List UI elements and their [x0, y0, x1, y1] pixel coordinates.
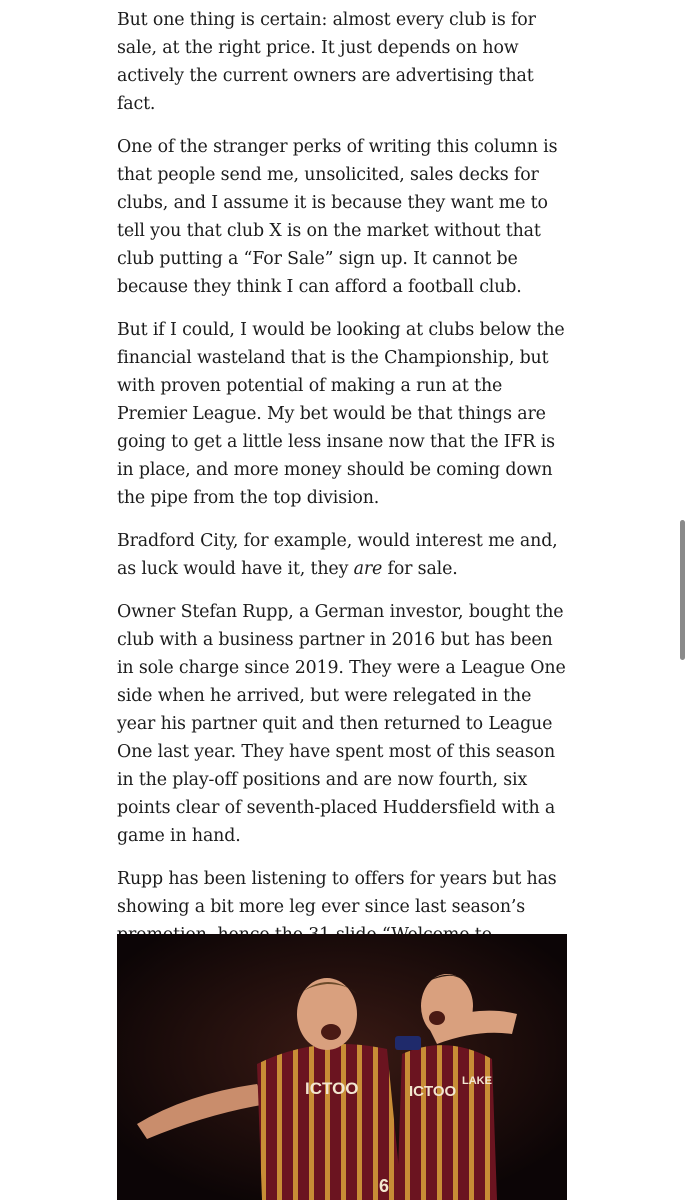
photo-celebrating-players [117, 934, 567, 1200]
paragraph-bradford-city-end: for sale. [382, 559, 458, 579]
right-player-shirt [397, 1045, 497, 1200]
paragraph-championship: But if I could, I would be looking at clubs below the financial wasteland that is the Championship, but with proven potential of making a run at the Premier League. My bet would be that things are going to get a little less insane now that the IFR is in place, and more money should be coming down the pipe from the top division. [117, 320, 565, 508]
article-body [117, 6, 569, 1020]
paragraph-bradford-city-text: Bradford City, for example, would interest me and, as luck would have it, they [117, 531, 558, 579]
captain-armband [395, 1036, 421, 1050]
paragraph-rupp-offers: Rupp has been listening to offers for years but has showing a bit more leg ever since last season’s [117, 869, 557, 917]
shorts-number: 6 [379, 1176, 390, 1196]
paragraph-sales-decks: One of the stranger perks of writing this column is that people send me, unsolicited, sales decks for clubs, and I assume it is because they want me to tell you that club X is on the market without that club putting a “For Sale” sign up. It cannot be because they think I can afford a football club. [117, 137, 558, 297]
paragraph-owner-stefan-rupp: Owner Stefan Rupp, a German investor, bought the club with a business partner in 2016 but has been in sole charge since 2019. They were a League One side when he arrived, but were relegated in the year his partner quit and then returned to League One last year. They have spent most of this season in the play-off positions and are now fourth, six points clear of seventh-placed Huddersfield with a game in hand. [117, 602, 566, 846]
right-shirt-sponsor: ICTOO [409, 1083, 457, 1100]
paragraph-bradford-city [117, 527, 569, 583]
right-player-head [421, 974, 473, 1038]
emphasis-are: are [353, 559, 383, 579]
scrollbar-thumb[interactable] [680, 520, 685, 660]
page-scrollbar[interactable] [678, 0, 686, 1200]
left-shirt-sponsor: ICTOO [305, 1079, 359, 1098]
article-photo [117, 934, 567, 1200]
sleeve-sponsor: LAKE [462, 1075, 492, 1087]
paragraph-club-for-sale: But one thing is certain: almost every club is for sale, at the right price. It just depends on how actively the current owners are advertising that fact. [117, 10, 536, 114]
